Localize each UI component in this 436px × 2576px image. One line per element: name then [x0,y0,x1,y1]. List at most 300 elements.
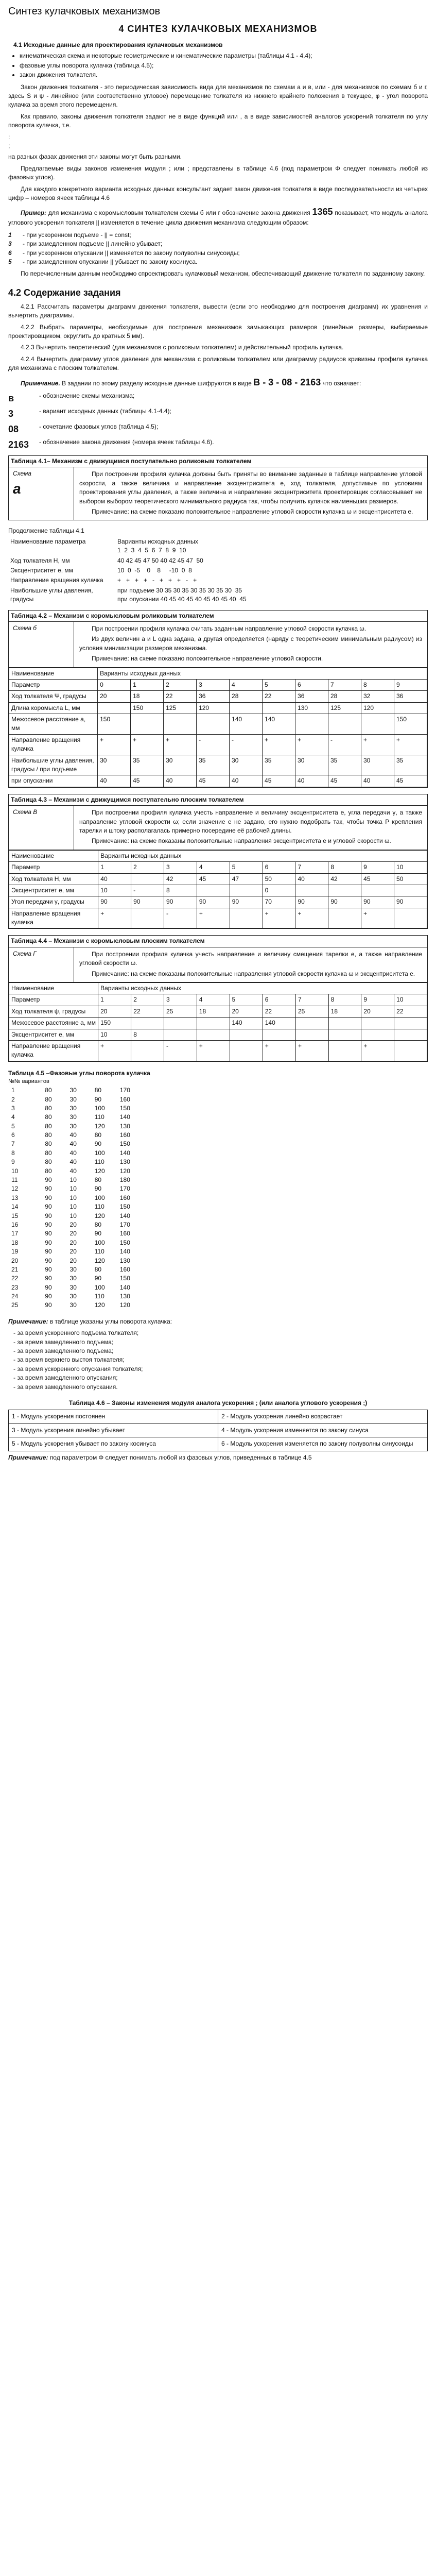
table-cell: 90 [45,1194,52,1201]
table-cell: 80 [94,1131,102,1139]
table-cell: 22 [263,1006,295,1017]
law-cell: 1 - Модуль ускорения постоянен [9,1410,218,1423]
table-cell [263,1029,295,1040]
table-cell: 36 [394,691,427,702]
table-cell: 160 [119,1131,130,1139]
table-row [8,1265,142,1274]
table-4-2-data [9,668,427,787]
table-cell: 45 [263,775,295,787]
table-cell [295,1018,328,1029]
s41-bullet: • кинематическая схема и некоторые геометрические и кинематические параметры (таблицы 4.1 - 4.4); [20,52,428,60]
table-cell [328,1041,361,1061]
table-cell: 50 [263,873,295,885]
param-name: Направление вращения кулачка [9,734,98,755]
table-cell: 140 [230,1018,263,1029]
table-cell: 3 [197,679,230,690]
param-values: + + + + - + + + - + [117,577,197,584]
table-cell: 11 [11,1176,18,1184]
code-key: 2163 [8,439,29,450]
table-cell [197,714,230,735]
table-cell: 9 [361,994,394,1006]
note-text: под параметром Φ следует понимать любой из фазовых углов, приведенных в таблице 4.5 [49,1453,312,1461]
table-cell: + [98,734,131,755]
table-cell: 20 [69,1257,77,1264]
table-cell: 40 [295,873,328,885]
table-cell: 90 [164,896,197,908]
code-desc: - вариант исходных данных (таблицы 4.1-4.4); [39,407,171,415]
table-cell: 20 [69,1221,77,1228]
scheme-description [74,806,427,850]
table-row [9,1410,428,1423]
table-cell: 80 [45,1095,52,1103]
s41-p1: Закон движения толкателя - это периодическая зависимость вида для механизмов по схемам а и в, или - для механизмов по схемам б и г, здесь S и ψ - линейное (или соответственно угловое) перемещение толкателя из нижнего крайнего положения в текущее, φ - угол поворота кулачка за время этого перемещения. [8,83,428,109]
table-header-row [9,983,427,994]
note-item: - за время ускоренного подъема толкателя; [13,1329,139,1337]
param-name: Направление вращения кулачка [9,908,98,928]
table-row [8,1184,142,1193]
table-cell: 12 [11,1185,19,1193]
table-cell [197,1029,230,1040]
table-cell: 110 [94,1113,104,1121]
table-cell [131,1018,164,1029]
table-cell: 160 [119,1230,130,1238]
table-cell: - [230,734,263,755]
table-cell: 28 [230,691,263,702]
table-cell [361,885,394,896]
param-name: Эксцентриситет e, мм [9,1029,98,1040]
table-cell: 22 [164,691,197,702]
param-name: Параметр [9,679,98,690]
table-cell: 90 [45,1203,52,1211]
table-cell: 5 [263,679,295,690]
table-row [8,1212,142,1221]
table-row [9,1437,428,1451]
table-cell: 70 [263,896,295,908]
table-cell: 6 [263,994,295,1006]
table-cell: 110 [94,1293,104,1300]
note-item: - за время замедленного подъема; [13,1338,114,1346]
table-cell: 140 [119,1113,130,1121]
table-row [9,862,427,873]
example-steps [8,231,428,267]
table-cell: 30 [69,1265,77,1273]
column-header: Варианты исходных данных [98,983,427,994]
table-cell: 130 [295,702,328,714]
table-cell: 80 [45,1131,52,1139]
code-legend [8,392,428,451]
table-row [8,1247,142,1256]
table-cell: 90 [98,896,131,908]
table-row [8,1274,142,1283]
table-cell: 22 [394,1006,427,1017]
table-cell: 7 [295,994,328,1006]
table-cell: 80 [94,1221,102,1228]
table-cell: 90 [94,1140,102,1148]
table-cell: + [295,908,328,928]
law-cell: 2 - Модуль ускорения линейно возрастает [218,1410,428,1423]
table-4-1 [8,455,428,520]
s41-p2: Как правило, законы движения толкателя задают не в виде функций или , а в виде зависимостей аналогов ускорений толкателя по углу поворота кулачка, т.е. [8,112,428,129]
scheme-text: При построении профиля кулачка учесть направление и величину смещения тарелки е, а также направление угловой скорости ω. [79,950,422,967]
note-item: - за время ускоренного опускания толкателя; [13,1365,143,1372]
table-cell: 80 [45,1113,52,1121]
table-cell: 45 [197,873,230,885]
note-label: Примечание. [21,379,60,387]
table-cell: 7 [11,1140,15,1148]
table-cell: 20 [69,1239,77,1246]
table-cell: 80 [94,1265,102,1273]
table-cell: 10 [69,1176,77,1184]
table-cell: 30 [69,1095,77,1103]
step-text: - при замедленном опускании || убывает по закону косинуса. [23,258,198,265]
s41-p3: на разных фазах движения эти законы могут быть разными. [8,153,182,161]
table-cell: + [263,1041,295,1061]
table-cell: 170 [119,1185,130,1193]
table-cell: 150 [131,702,164,714]
table-row [9,873,427,885]
table-cell: 30 [69,1301,77,1309]
table-row [9,1029,427,1040]
table-cell: 16 [11,1221,19,1228]
s41-p5: Для каждого конкретного варианта исходных данных консультант задает закон движения толкателя в виде последовательности из четырех цифр – номеров ячеек таблицы 4.6 [8,185,428,201]
table-cell: 1 [131,679,164,690]
table-cell: 25 [164,1006,197,1017]
table-row [8,1149,142,1158]
s41-heading: 4.1 Исходные данные для проектирования кулачковых механизмов [13,41,223,49]
table-cell: 80 [45,1140,52,1148]
column-header: Наименование [9,983,98,994]
param-name: Наименование параметра [10,537,86,545]
table-cell: 90 [295,896,328,908]
table-cell: 7 [295,862,328,873]
table-cell: 1 [98,862,131,873]
table-cell: 80 [94,1087,102,1094]
table-cell: 30 [164,755,197,775]
table-4-2 [8,610,428,788]
table-cell: 8 [328,994,361,1006]
note-label: Примечание: [8,1317,48,1325]
table-row [9,994,427,1006]
table-cell: 170 [119,1087,130,1094]
table-cell: 125 [328,702,361,714]
table-cell: 120 [197,702,230,714]
table-cell: 50 [394,873,427,885]
table-cell [328,885,361,896]
table-cell: 120 [94,1257,105,1264]
scheme-letter: а [13,480,21,497]
param-name: Наибольшие углы давления, градусы [10,586,93,603]
table-cell: 2 [164,679,197,690]
code-key: 08 [8,423,19,434]
t46-note [8,1453,428,1462]
table-row [9,1006,427,1017]
table-cell [328,1018,361,1029]
table-cell [164,1018,197,1029]
table-cell: + [295,734,328,755]
table-4-4-body [9,947,427,982]
table-cell: 120 [94,1122,105,1130]
table-cell: 10 [11,1167,19,1175]
table-cell: 130 [119,1293,130,1300]
table-cell: 2 [131,862,164,873]
table-cell: 120 [119,1301,130,1309]
table-4-5-subtitle: №№ вариантов [8,1078,49,1085]
table-cell: 24 [11,1293,19,1300]
table-cell: 80 [45,1149,52,1157]
table-cell: 36 [295,691,328,702]
scheme-note: Примечание: на схеме показано положительное направление угловой скорости. [92,655,323,663]
table-cell: 18 [11,1239,19,1246]
table-cell: 9 [394,679,427,690]
table-cell [394,908,427,928]
table-cell: 35 [394,755,427,775]
table-cell [164,714,197,735]
param-values: 10 0 -5 0 8 -10 0 8 [117,566,192,574]
table-4-4-title: Таблица 4.4 – Механизм с коромысловым плоским толкателем [9,936,427,947]
s42-heading: 4.2 Содержание задания [8,287,121,298]
s42-p3: 4.2.3 Вычертить теоретический (для механизмов с роликовым толкателем) и действительный профиль кулачка. [21,344,344,351]
table-cell: 100 [94,1194,105,1201]
table-4-1-cont-heading: Продолжение таблицы 4.1 [8,527,84,535]
note-text: в таблице указаны углы поворота кулачка: [49,1317,172,1325]
table-cell: 14 [11,1203,19,1211]
table-cell: 6 [263,862,295,873]
document [0,4,436,1462]
scheme-note: Примечание: на схеме показаны положительные направления эксцентриситета e и угловой скорости ω. [92,837,391,845]
scheme-label: Схема б [9,622,74,667]
table-row [9,896,427,908]
table-cell: 160 [119,1194,130,1201]
table-cell [131,714,164,735]
param-name: Межосевое расстояние a, мм [9,1018,98,1029]
column-header: Наименование [9,850,98,861]
table-cell [131,908,164,928]
s42-p1: 4.2.1 Рассчитать параметры диаграмм движения толкателя, вывести (если это необходимо для построения диаграмм) их уравнения и вычертить диаграммы. [8,302,428,319]
table-cell: 80 [45,1087,52,1094]
scheme-text: При построении профиля кулачка должны быть приняты во внимание заданные в таблице направление угловой скорости, а также величина и направление эксцентриситета е, ход толкателя, допустимые по условиям проектирования углы давления, а также величина и направление эксцентриситета проектировщик согласовывает не выбором выбором теоретического минимального радиуса так, чтобы получить кулачок наименьших размеров. [79,470,422,505]
table-cell: 13 [11,1194,19,1201]
note-tail: что означает: [322,379,361,387]
table-cell: 20 [69,1248,77,1256]
table-cell [328,714,361,735]
table-cell: 7 [328,679,361,690]
table-cell [230,1029,263,1040]
param-name: Параметр [9,994,98,1006]
param-values: при подъеме 30 35 30 35 30 35 30 35 30 35 при опускании 40 45 40 45 40 45 40 45 40 45 [117,586,247,603]
table-cell: 90 [45,1301,52,1309]
table-cell: 80 [45,1167,52,1175]
table-cell: 150 [98,714,131,735]
table-cell: 6 [295,679,328,690]
table-cell: 18 [328,1006,361,1017]
column-header: Варианты исходных данных [98,668,427,679]
table-row [8,1257,142,1265]
table-row [9,734,427,755]
table-cell: 90 [45,1185,52,1193]
table-row [9,691,427,702]
table-row [8,1202,142,1211]
note-item: - за время замедленного опускания; [13,1374,118,1382]
table-cell: 140 [119,1212,130,1219]
param-name: Ход толкателя H, мм [9,873,98,885]
table-4-2-body [9,622,427,668]
table-cell [361,1018,394,1029]
table-cell: 40 [98,873,131,885]
table-cell: 8 [361,679,394,690]
table-4-4-data [9,982,427,1061]
scheme-description [74,947,427,982]
table-cell: 30 [69,1283,77,1291]
table-cell: 90 [45,1230,52,1238]
table-cell: 120 [94,1167,105,1175]
table-cell: - [197,734,230,755]
note-item: - за время верхнего выстоя толкателя; [13,1356,125,1364]
table-cell: 4 [197,994,230,1006]
table-cell: 1 [11,1087,15,1094]
table-cell: 25 [295,1006,328,1017]
table-cell: 3 [164,994,197,1006]
table-cell: 100 [94,1239,105,1246]
param-name: Направление вращения кулачка [9,1041,98,1061]
table-cell: 20 [98,1006,131,1017]
scheme-note: Примечание: на схеме показаны положительные направления угловой скорости кулачка ω и эксцентриситета e. [92,970,415,977]
table-cell: 35 [263,755,295,775]
table-cell [361,714,394,735]
table-cell [230,908,263,928]
table-cell: 100 [94,1283,105,1291]
table-row [8,1095,142,1104]
step-key: 1 [8,231,12,239]
table-cell: 22 [11,1275,19,1282]
table-cell: 17 [11,1230,19,1238]
table-cell: 40 [361,775,394,787]
table-cell: 90 [94,1275,102,1282]
column-header: Варианты исходных данных [98,850,427,861]
scheme-label [9,467,74,520]
table-row [9,714,427,735]
code-desc: - обозначение закона движения (номера ячеек таблицы 4.6). [39,438,214,446]
table-cell: 160 [119,1095,130,1103]
table-cell: + [98,908,131,928]
table-row [8,1221,142,1229]
param-name: при опускании [9,775,98,787]
table-cell: 30 [230,755,263,775]
table-cell: 20 [230,1006,263,1017]
table-cell: 30 [69,1113,77,1121]
table-cell: 80 [45,1104,52,1112]
table-cell: 90 [45,1283,52,1291]
table-cell: 20 [11,1257,19,1264]
table-cell: 45 [328,775,361,787]
param-name: Ход толкателя H, мм [10,556,70,564]
table-cell: 10 [69,1194,77,1201]
law-cell: 3 - Модуль ускорения линейно убывает [9,1423,218,1437]
table-cell: 35 [131,755,164,775]
table-cell [131,1041,164,1061]
table-cell: 150 [119,1203,130,1211]
table-row [8,1086,142,1095]
table-cell: 0 [98,679,131,690]
table-row [8,1158,142,1166]
s42-p4: 4.2.4 Вычертить диаграмму углов давления для механизма с роликовым толкателем или диаграмму радиусов кривизны профиля кулачка для механизма с плоским толкателем. [8,355,428,372]
table-cell: 140 [230,714,263,735]
scheme-text: Из двух величин a и L одна задана, а другая определяется (наряду с теоретическим минимальным радиусом) из условия минимизации размеров механизма. [79,635,422,652]
table-cell [98,702,131,714]
table-row [8,1140,142,1148]
table-row [9,679,427,690]
table-cell [164,1029,197,1040]
s41-bullets [20,52,428,79]
table-cell: 180 [119,1176,130,1184]
table-cell: 15 [11,1212,19,1219]
table-cell: 40 [69,1149,77,1157]
table-4-5-title: Таблица 4.5 –Фазовые углы поворота кулачка [8,1069,150,1077]
table-cell [295,714,328,735]
table-row [8,537,428,556]
table-cell: 90 [197,896,230,908]
code-key: 3 [8,408,14,419]
table-cell: 40 [295,775,328,787]
table-4-6-title: Таблица 4.6 – Законы изменения модуля аналога ускорения ; (или аналога углового ускорения ;) [68,1399,368,1406]
table-cell: 120 [361,702,394,714]
table-cell: - [164,908,197,928]
param-name: Ход толкателя Ψ, градусы [9,691,98,702]
table-cell [394,702,427,714]
table-cell: + [197,908,230,928]
table-cell: + [263,908,295,928]
table-4-4 [8,935,428,1061]
table-row [9,755,427,775]
table-cell: 40 [98,775,131,787]
table-row [8,556,428,566]
table-row [9,1423,428,1437]
table-cell: 20 [361,1006,394,1017]
step-text: - при ускоренном опускании || изменяется по закону полуволны синусоиды; [23,249,240,257]
table-cell: 2 [131,994,164,1006]
table-cell: 10 [69,1203,77,1211]
param-name: Направление вращения кулачка [10,577,103,584]
table-cell: 2 [11,1095,15,1103]
table-cell: 9 [11,1158,15,1166]
table-cell: 150 [98,1018,131,1029]
table-cell: 28 [328,691,361,702]
table-cell [394,1041,427,1061]
table-cell: 10 [98,1029,131,1040]
document-title: Синтез кулачковых механизмов [8,6,161,17]
table-cell: 5 [230,862,263,873]
table-cell: 110 [94,1158,104,1166]
scheme-note: Примечание: на схеме показано положительное направление угловой скорости кулачка ω и эксцентриситета e. [92,508,413,516]
scheme-label: Схема В [9,806,74,850]
table-cell: 120 [119,1167,130,1175]
table-row [8,1283,142,1292]
table-4-3-title: Таблица 4.3 – Механизм с движущимся поступательно плоским толкателем [9,794,427,806]
table-cell: 90 [45,1275,52,1282]
table-cell: - [164,1041,197,1061]
s41-p4: Предлагаемые виды законов изменения модуля ; или ; представлены в таблице 4.6 (под параметром Φ следует понимать любой из фазовых углов). [8,164,428,181]
table-cell: 140 [119,1248,130,1256]
table-cell [263,702,295,714]
table-cell: 130 [119,1257,130,1264]
table-cell [197,1018,230,1029]
table-cell: 45 [131,775,164,787]
table-cell: 90 [361,896,394,908]
table-4-1-title: Таблица 4.1– Механизм с движущимся поступательно роликовым толкателем [9,456,427,467]
table-cell [295,1029,328,1040]
table-cell: 80 [45,1122,52,1130]
table-4-2-title: Таблица 4.2 – Механизм с коромысловым роликовым толкателем [9,611,427,622]
table-cell: 30 [69,1275,77,1282]
